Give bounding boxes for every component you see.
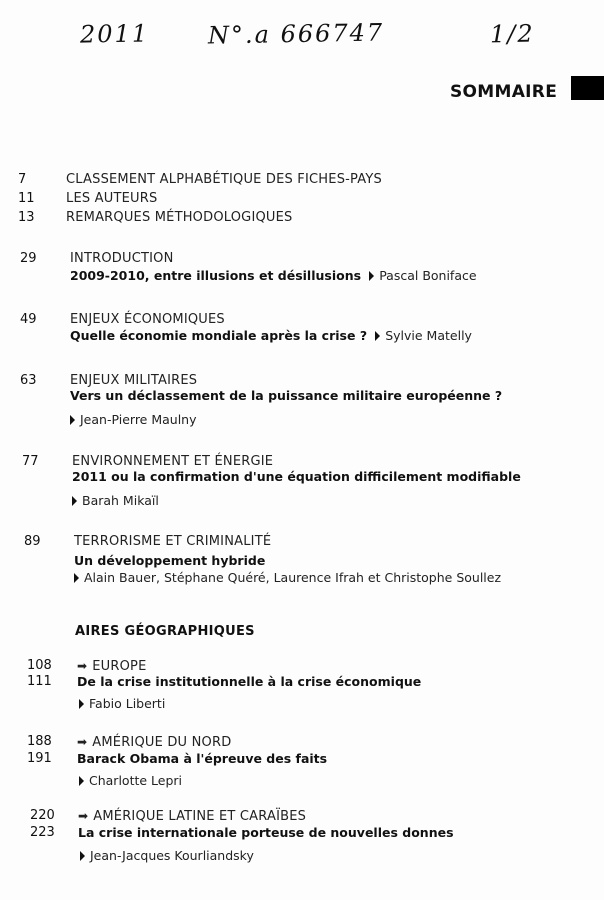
arrow-right-icon: ➡: [77, 659, 88, 673]
article-title[interactable]: Un développement hybride: [74, 553, 266, 568]
article-author-line: [80, 848, 254, 865]
toc-entry[interactable]: LES AUTEURS: [66, 191, 158, 206]
toc-page-number: 188: [27, 734, 52, 749]
toc-page-number: 108: [27, 658, 52, 673]
article-line: [70, 328, 472, 345]
toc-page-number: 111: [27, 674, 52, 689]
page-title: SOMMAIRE: [450, 82, 558, 102]
handwritten-page-count: 1/2: [489, 19, 535, 49]
article-author: Barah Mikaïl: [82, 493, 159, 508]
toc-page-number: 223: [30, 825, 55, 840]
article-title[interactable]: Vers un déclassement de la puissance militaire européenne ?: [70, 388, 503, 403]
article-author: Alain Bauer, Stéphane Quéré, Laurence Ifrah et Christophe Soullez: [84, 570, 502, 585]
toc-page-number: 29: [20, 251, 37, 266]
article-author: Jean-Pierre Maulny: [80, 412, 197, 427]
author-marker-icon: [80, 851, 85, 861]
toc-page-number: 11: [18, 191, 35, 206]
article-author: Sylvie Matelly: [385, 328, 472, 343]
article-line: [70, 268, 477, 285]
section-heading[interactable]: INTRODUCTION: [70, 251, 174, 266]
article-title[interactable]: Barack Obama à l'épreuve des faits: [77, 751, 328, 766]
author-marker-icon: [79, 776, 84, 786]
section-heading[interactable]: ENJEUX ÉCONOMIQUES: [70, 312, 225, 327]
article-author: Jean-Jacques Kourliandsky: [90, 848, 254, 863]
arrow-right-icon: ➡: [77, 735, 88, 749]
article-author-line: [74, 570, 501, 587]
handwritten-year: 2011: [79, 19, 150, 49]
toc-page-number: 63: [20, 373, 37, 388]
toc-entry[interactable]: CLASSEMENT ALPHABÉTIQUE DES FICHES-PAYS: [66, 172, 382, 187]
article-author-line: [72, 493, 159, 510]
article-author: Charlotte Lepri: [89, 773, 183, 788]
toc-page-number: 77: [22, 454, 39, 469]
handwritten-reference: N°.a 666747: [207, 18, 385, 50]
article-title[interactable]: 2009-2010, entre illusions et désillusions: [70, 268, 362, 283]
author-marker-icon: [70, 415, 75, 425]
toc-page-number: 220: [30, 808, 55, 823]
toc-entry[interactable]: REMARQUES MÉTHODOLOGIQUES: [66, 210, 293, 225]
article-author-line: [79, 773, 182, 790]
toc-page-number: 13: [18, 210, 35, 225]
region-label: AMÉRIQUE DU NORD: [92, 735, 232, 750]
article-title[interactable]: 2011 ou la confirmation d'une équation difficilement modifiable: [72, 469, 521, 484]
article-title[interactable]: De la crise institutionnelle à la crise économique: [77, 674, 422, 689]
article-author-line: [70, 412, 197, 429]
toc-page-number: 89: [24, 534, 41, 549]
title-marker-block: [571, 76, 604, 100]
region-heading[interactable]: [77, 734, 231, 751]
toc-page-number: 49: [20, 312, 37, 327]
section-heading[interactable]: TERRORISME ET CRIMINALITÉ: [74, 534, 272, 549]
article-title[interactable]: Quelle économie mondiale après la crise ?: [70, 328, 368, 343]
author-marker-icon: [79, 699, 84, 709]
article-author: Pascal Boniface: [379, 268, 477, 283]
region-label: AMÉRIQUE LATINE ET CARAÏBES: [93, 809, 307, 824]
geo-areas-heading: AIRES GÉOGRAPHIQUES: [75, 624, 255, 639]
region-heading[interactable]: [77, 658, 147, 675]
toc-page-number: 191: [27, 751, 52, 766]
article-title[interactable]: La crise internationale porteuse de nouvelles donnes: [78, 825, 454, 840]
toc-page-number: 7: [18, 172, 27, 187]
region-label: EUROPE: [92, 659, 147, 674]
article-author: Fabio Liberti: [89, 696, 166, 711]
arrow-right-icon: ➡: [78, 809, 89, 823]
author-marker-icon: [375, 331, 380, 341]
author-marker-icon: [74, 573, 79, 583]
region-heading[interactable]: [78, 808, 306, 825]
author-marker-icon: [369, 271, 374, 281]
article-author-line: [79, 696, 165, 713]
author-marker-icon: [72, 496, 77, 506]
section-heading[interactable]: ENVIRONNEMENT ET ÉNERGIE: [72, 454, 274, 469]
section-heading[interactable]: ENJEUX MILITAIRES: [70, 373, 198, 388]
